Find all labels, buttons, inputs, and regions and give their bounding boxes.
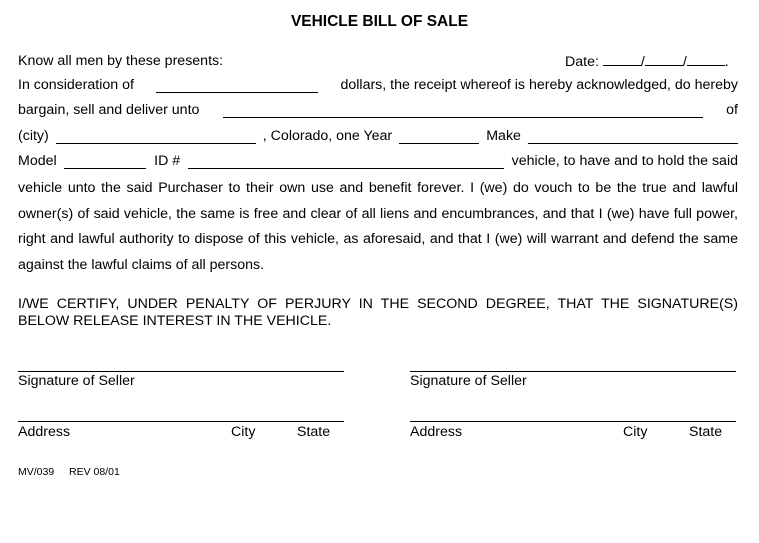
date-day-field[interactable] [645, 53, 683, 66]
seller-signature-line-right[interactable] [410, 371, 736, 372]
bargain-of: of [726, 102, 738, 118]
model-label: Model [18, 153, 57, 169]
model-field[interactable] [64, 156, 146, 169]
document-title: VEHICLE BILL OF SALE [290, 13, 469, 30]
id-label: ID # [154, 153, 181, 169]
city-field[interactable] [56, 131, 256, 144]
model-line-text: vehicle, to have and to hold the said [511, 153, 738, 169]
intro-text: Know all men by these presents: [18, 53, 224, 69]
date-year-field[interactable] [687, 53, 725, 66]
date-month-field[interactable] [603, 53, 641, 66]
form-number: MV/039 [18, 466, 55, 478]
certification-text: I/WE CERTIFY, UNDER PENALTY OF PERJURY IN THE SECOND DEGREE, THAT THE SIGNATURE(S) BELOW RELEASE INTEREST IN THE VEHICLE. [18, 296, 738, 329]
address-label-right: Address [410, 424, 463, 440]
city-label-left: City [231, 424, 256, 440]
date-end: . [724, 54, 729, 70]
purchaser-name-field[interactable] [223, 105, 703, 118]
seller-address-line-right[interactable] [410, 421, 736, 422]
address-label-left: Address [18, 424, 71, 440]
form-revision: REV 08/01 [69, 466, 120, 478]
city-label: (city) [18, 128, 49, 144]
date-label: Date: [565, 54, 599, 70]
date-separator: / [682, 54, 687, 70]
vehicle-id-field[interactable] [188, 156, 504, 169]
state-label-right: State [689, 424, 723, 440]
terms-paragraph: vehicle unto the said Purchaser to their own use and benefit forever. I (we) do vouch to be the true and lawful owner(s) of said vehicle, the same is free and clear of all liens and encumbrances, and that I (we) have full power, right and lawful authority to dispose of this vehicle, as aforesaid, and that I (we) will warrant and defend the same against the lawful claims of all persons. [18, 180, 738, 273]
year-field[interactable] [399, 131, 479, 144]
seller-signature-line-left[interactable] [18, 371, 344, 372]
make-field[interactable] [528, 131, 738, 144]
consideration-label: In consideration of [18, 77, 134, 93]
seller-address-line-left[interactable] [18, 421, 344, 422]
city-line [18, 124, 738, 150]
city-label-right: City [623, 424, 648, 440]
bargain-label: bargain, sell and deliver unto [18, 102, 200, 118]
state-label-left: State [297, 424, 331, 440]
bargain-line [18, 98, 738, 124]
colorado-year-label: , Colorado, one Year [262, 128, 393, 144]
consideration-text: dollars, the receipt whereof is hereby acknowledged, do hereby [340, 77, 738, 93]
model-line [18, 149, 738, 175]
date-row [565, 53, 729, 70]
consideration-amount-field[interactable] [156, 80, 318, 93]
consideration-line [18, 73, 738, 99]
seller-signature-label-left: Signature of Seller [18, 373, 135, 389]
seller-signature-label-right: Signature of Seller [410, 373, 527, 389]
date-separator: / [640, 54, 645, 70]
make-label: Make [486, 128, 521, 144]
